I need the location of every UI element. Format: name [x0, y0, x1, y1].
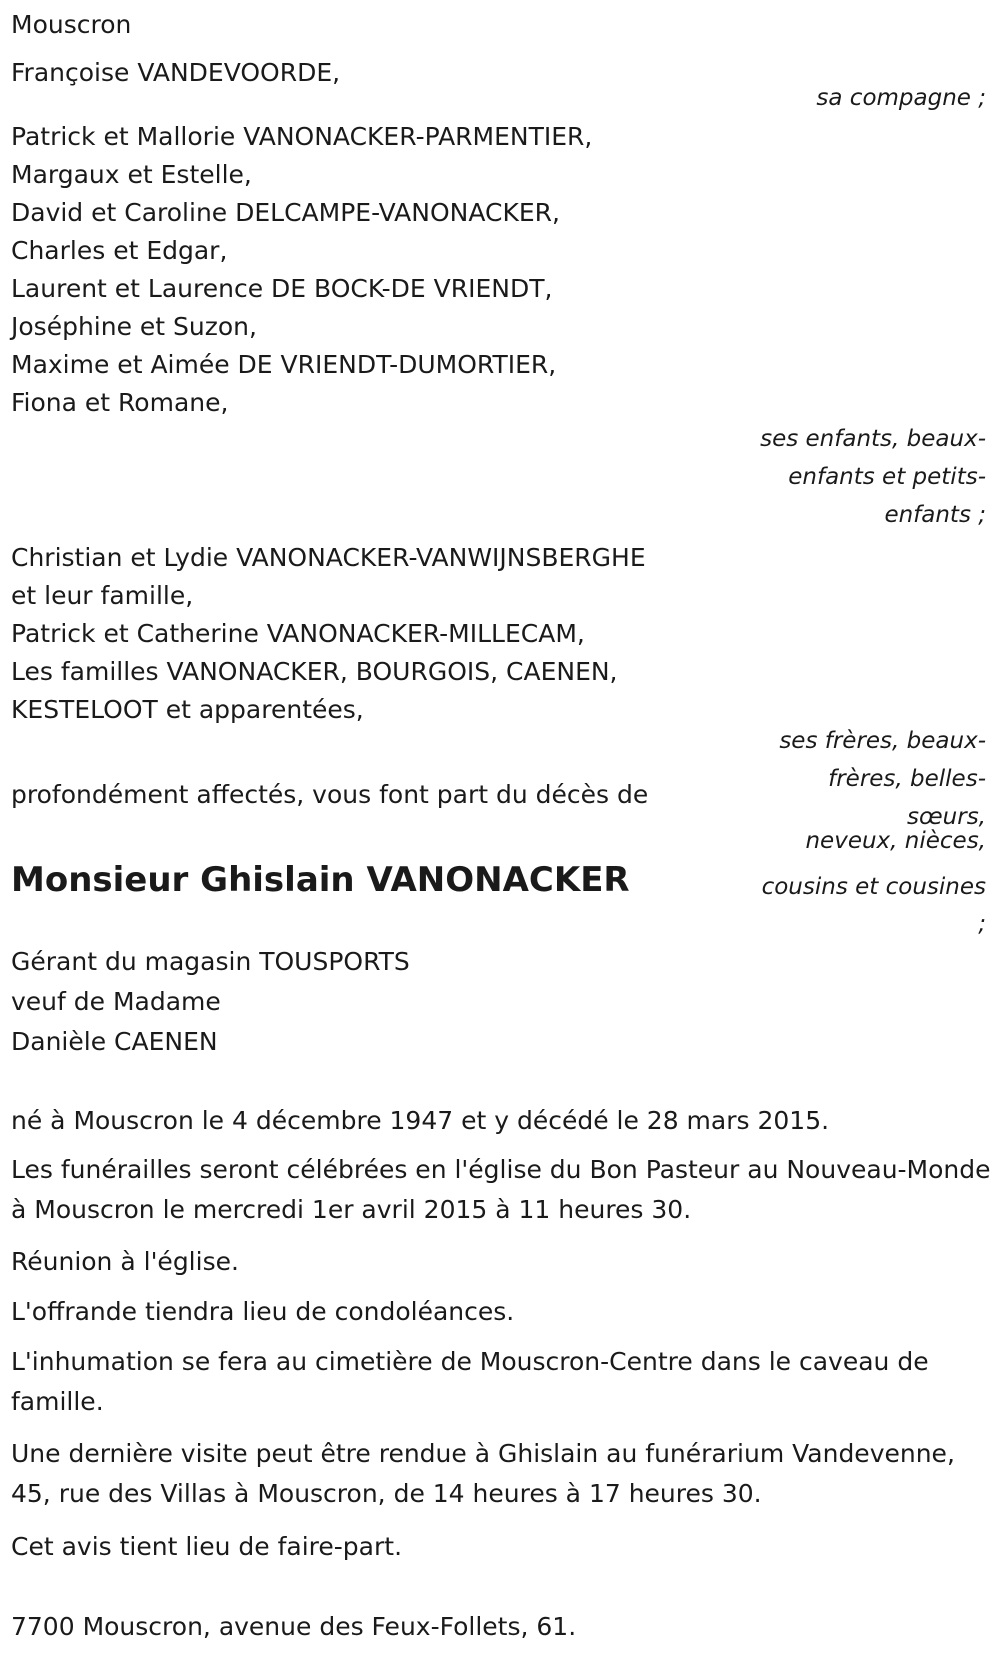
list-item: Patrick et Mallorie VANONACKER-PARMENTIER,	[11, 122, 593, 151]
detail-line: veuf de Madame	[11, 987, 221, 1016]
list-item: KESTELOOT et apparentées,	[11, 695, 364, 724]
address: 7700 Mouscron, avenue des Feux-Follets, 61.	[11, 1612, 577, 1641]
relation-line: ;	[978, 911, 986, 937]
list-item: Christian et Lydie VANONACKER-VANWIJNSBERGHE	[11, 543, 646, 572]
relation-line: ses frères, beaux-	[779, 728, 986, 754]
relation-line: ses enfants, beaux-	[760, 426, 986, 452]
relation-line: neveux, nièces,	[805, 828, 986, 854]
header-city: Mouscron	[11, 10, 132, 39]
announcement: profondément affectés, vous font part du décès de	[11, 780, 649, 809]
companion-name: Françoise VANDEVOORDE,	[11, 58, 341, 87]
notice: Cet avis tient lieu de faire-part.	[11, 1532, 403, 1561]
visit-info: Une dernière visite peut être rendue à Ghislain au funérarium Vandevenne, 45, rue des Villas à Mouscron, de 14 heures à 17 heures 30.	[11, 1439, 955, 1508]
burial-info: L'inhumation se fera au cimetière de Mouscron-Centre dans le caveau de famille.	[11, 1347, 929, 1416]
offering-info: L'offrande tiendra lieu de condoléances.	[11, 1297, 515, 1326]
deceased-name: Monsieur Ghislain VANONACKER	[11, 860, 630, 900]
detail-line: Danièle CAENEN	[11, 1027, 218, 1056]
list-item: Charles et Edgar,	[11, 236, 228, 265]
relation-line: cousins et cousines	[761, 874, 986, 900]
list-item: Les familles VANONACKER, BOURGOIS, CAENEN,	[11, 657, 618, 686]
list-item: Joséphine et Suzon,	[11, 312, 257, 341]
funeral-info: Les funérailles seront célébrées en l'église du Bon Pasteur au Nouveau-Monde à Mouscron le mercredi 1er avril 2015 à 11 heures 30.	[11, 1155, 991, 1224]
relation-line: frères, belles-	[828, 766, 986, 792]
companion-relation: sa compagne ;	[816, 85, 986, 111]
list-item: et leur famille,	[11, 581, 194, 610]
relation-line: sœurs,	[907, 804, 986, 830]
born-died: né à Mouscron le 4 décembre 1947 et y décédé le 28 mars 2015.	[11, 1106, 830, 1135]
relation-line: enfants et petits-	[788, 464, 986, 490]
list-item: Laurent et Laurence DE BOCK-DE VRIENDT,	[11, 274, 553, 303]
list-item: Fiona et Romane,	[11, 388, 229, 417]
relation-line: enfants ;	[884, 502, 986, 528]
list-item: Patrick et Catherine VANONACKER-MILLECAM,	[11, 619, 585, 648]
list-item: David et Caroline DELCAMPE-VANONACKER,	[11, 198, 560, 227]
detail-line: Gérant du magasin TOUSPORTS	[11, 947, 410, 976]
list-item: Maxime et Aimée DE VRIENDT-DUMORTIER,	[11, 350, 557, 379]
list-item: Margaux et Estelle,	[11, 160, 252, 189]
meeting-info: Réunion à l'église.	[11, 1247, 239, 1276]
